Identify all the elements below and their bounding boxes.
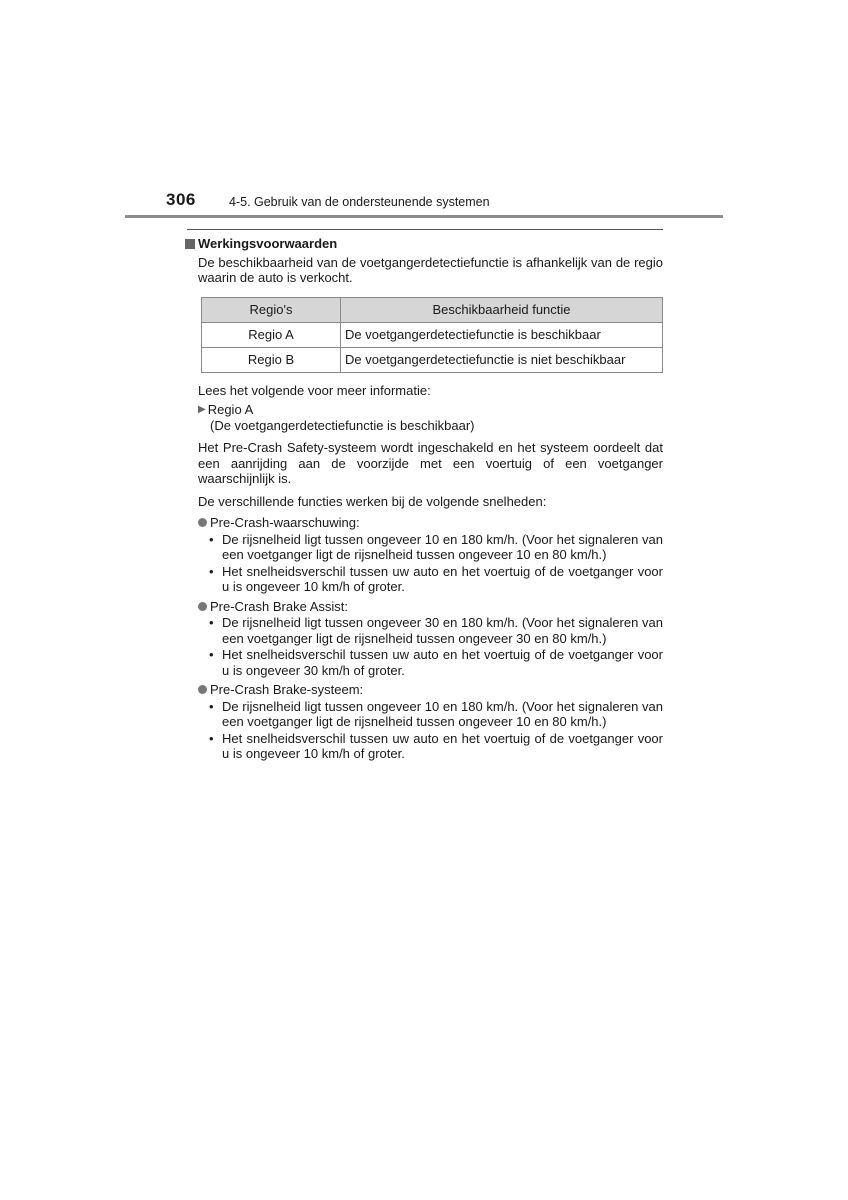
function-block [185,682,663,762]
table-header-cell: Regio's [202,297,341,322]
heading-rule [187,229,663,230]
table-cell: De voetgangerdetectiefunctie is niet beschikbaar [341,347,663,372]
function-block [185,515,663,595]
table-cell: De voetgangerdetectiefunctie is beschikbaar [341,322,663,347]
list-item-text: Het snelheidsverschil tussen uw auto en het voertuig of de voetganger voor u is ongeveer 10 km/h of groter. [222,563,663,594]
list-item-text: De rijsnelheid ligt tussen ongeveer 30 en 180 km/h. (Voor het signaleren van een voetganger ligt de rijsnelheid tussen ongeveer 30 en 80 km/h.) [222,615,663,646]
region-label: Regio A [207,402,254,417]
function-title-text: Pre-Crash-waarschuwing: [210,515,360,530]
section-header: 4-5. Gebruik van de ondersteunende systemen [229,195,490,209]
list-item-text: Het snelheidsverschil tussen uw auto en het voertuig of de voetganger voor u is ongeveer 30 km/h of groter. [222,647,663,678]
bullet-icon: • [209,698,214,714]
bullet-icon: • [209,531,214,547]
function-title-text: Pre-Crash Brake Assist: [210,598,348,614]
function-title [185,682,663,698]
function-block [185,599,663,679]
table-header-row [202,297,663,322]
list-item [185,532,663,563]
bullet-icon: • [209,730,214,746]
list-item-text: De rijsnelheid ligt tussen ongeveer 10 en 180 km/h. (Voor het signaleren van een voetganger ligt de rijsnelheid tussen ongeveer 10 en 80 km/h.) [222,698,663,729]
circle-bullet-icon [198,602,207,611]
table-row [202,322,663,347]
function-title-text: Pre-Crash Brake-systeem: [210,682,364,697]
table-cell: Regio A [202,322,341,347]
table-row [202,347,663,372]
content [185,229,663,762]
list-item [185,564,663,595]
bullet-icon: • [209,615,214,630]
availability-table [201,297,663,373]
function-title [185,599,663,615]
region-item [185,402,663,418]
list-item-text: De rijsnelheid ligt tussen ongeveer 10 en 180 km/h. (Voor het signaleren van een voetganger ligt de rijsnelheid tussen ongeveer 10 en 80 km/h.) [222,531,663,562]
paragraph: De verschillende functies werken bij de volgende snelheden: [198,493,547,509]
section-heading [185,236,663,252]
list-item [185,647,663,678]
page-number: 306 [166,190,196,209]
list-item [185,615,663,646]
heading-text: Werkingsvoorwaarden [198,236,338,251]
circle-bullet-icon [198,685,207,694]
intro-paragraph: De beschikbaarheid van de voetgangerdetectiefunctie is afhankelijk van de regio waarin de auto is verkocht. [198,254,663,285]
more-info-text: Lees het volgende voor meer informatie: [198,382,431,398]
function-title [185,515,663,531]
list-item [185,699,663,730]
square-bullet-icon [185,239,195,249]
region-note: (De voetgangerdetectiefunctie is beschikbaar) [210,417,475,433]
header-rule [125,215,723,218]
bullet-icon: • [209,647,214,662]
list-item-text: Het snelheidsverschil tussen uw auto en het voertuig of de voetganger voor u is ongeveer 10 km/h of groter. [222,730,663,761]
triangle-right-icon: ▶ [198,404,206,415]
paragraph: Het Pre-Crash Safety-systeem wordt ingeschakeld en het systeem oordeelt dat een aanrijding aan de voorzijde met een voertuig of een voetganger waarschijnlijk is. [198,440,663,486]
table-header-cell: Beschikbaarheid functie [341,297,663,322]
list-item [185,731,663,762]
table-cell: Regio B [202,347,341,372]
bullet-icon: • [209,563,214,579]
circle-bullet-icon [198,518,207,527]
